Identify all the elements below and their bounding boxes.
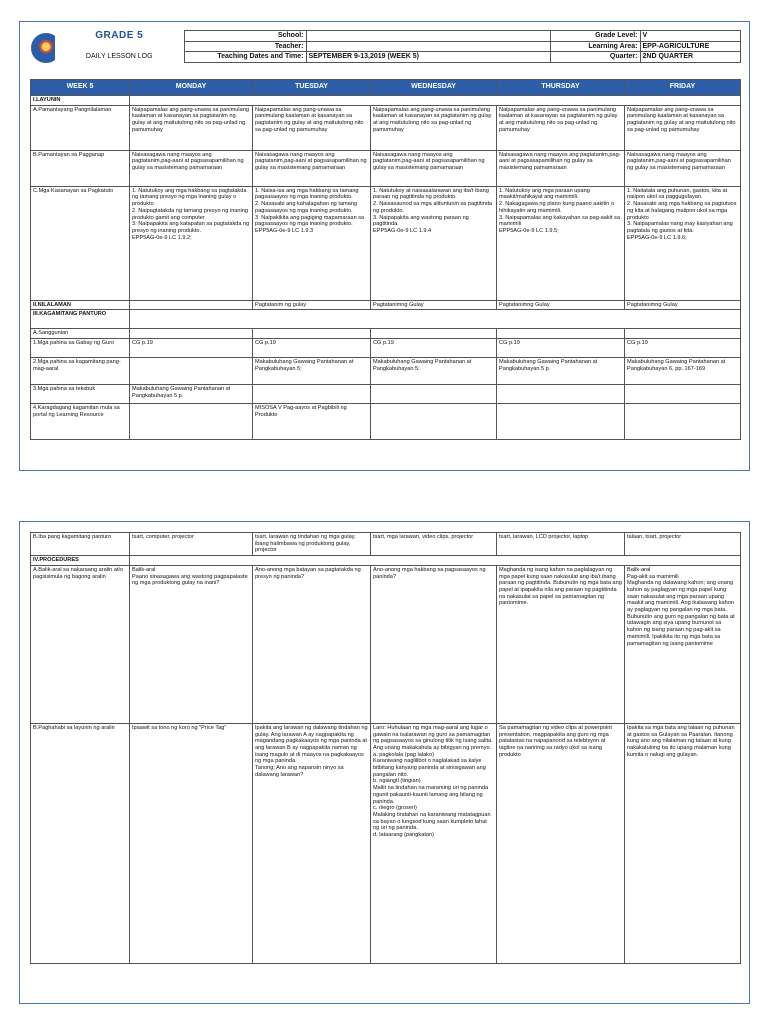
day-cell: tsart, larawan, LCD projector, laptop — [497, 533, 625, 556]
day-cell: Naipapamalas ang pang-unawa sa panimulang kaalaman at kasanayan sa pagtatanim ng gulay at ang maitutulong nito sa pag-unlad ng pamumuhay — [130, 105, 253, 150]
day-cell: 1. Natutukoy at naisasalarawan ang iba't ibang paraan ng pagtitinda ng produkto. 2. Naisasaunod sa mga alituntunin sa pagtitinda ng produkto. 3. Naipapakita ang wastong paraan ng pagtitinda. EPP5AG-0e-9 LC 1.9.4 — [371, 186, 497, 300]
day-cell — [625, 385, 741, 404]
day-cell: Naipapamalas ang pang-unawa sa panimulang kaalaman at kasanayan sa pagtatanim ng gulay at ang maitutulong nito sa pag-unlad ng pamumuhay — [497, 105, 625, 150]
row-label: 4.Karagdagang kagamitan mula sa portal ng Learning Resource — [31, 404, 130, 440]
day-cell: Naisasagawa nang maayos ang pagtatanim,pag-aani at pagsasapamilihan ng gulay sa masistemang pamamaraan — [130, 150, 253, 186]
row-label: III.KAGAMITANG PANTURO — [31, 310, 130, 329]
day-cell: Pagtatanim ng gulay — [253, 300, 371, 310]
page-1 — [19, 21, 750, 471]
lesson-row — [31, 565, 741, 723]
lesson-row — [31, 186, 741, 300]
row-label: II.NILALAMAN — [31, 300, 130, 310]
column-header-monday: MONDAY — [130, 80, 253, 96]
column-header-wednesday: WEDNESDAY — [371, 80, 497, 96]
quarter-label: Quarter: — [550, 52, 640, 63]
day-cell — [497, 404, 625, 440]
row-label: B.Paghahabi sa layunin ng aralin — [31, 723, 130, 963]
lesson-row — [31, 300, 741, 310]
day-cell — [625, 329, 741, 339]
row-label: IV.PROCEDURES — [31, 556, 130, 566]
grade-level-label: Grade Level: — [550, 31, 640, 42]
day-cell: tsart, computer, projector — [130, 533, 253, 556]
day-cell — [625, 404, 741, 440]
row-label: 3.Mga pahina sa teksbuk — [31, 385, 130, 404]
quarter-value: 2ND QUARTER — [640, 52, 740, 63]
row-label: A.Balik-aral sa nakaraang aralin at/o pagsisimula ng bagong aralin — [31, 565, 130, 723]
lesson-row — [31, 329, 741, 339]
row-label: C.Mga Kasanayan sa Pagkatuto — [31, 186, 130, 300]
day-cell: tsart, larawan ng tindahan ng mga gulay, ibang halimbawa ng produktong gulay, projector — [253, 533, 371, 556]
day-cell: Pagtatanimng Gulay — [371, 300, 497, 310]
day-cell: Makabuluhang Gawaing Pantahanan at Pangkabuhayan 6, pp. 167-169 — [625, 358, 741, 385]
day-cell — [130, 358, 253, 385]
day-cell — [497, 385, 625, 404]
day-cell: CG p.19 — [253, 339, 371, 358]
lesson-row — [31, 723, 741, 963]
grade-level-value: V — [640, 31, 740, 42]
day-cell: Naisasagawa nang maayos ang pagtatanim,pag-aani at pagsasapamilihan ng gulay sa masistemang pamamaraan — [371, 150, 497, 186]
day-cell — [130, 404, 253, 440]
deped-seal-icon — [31, 33, 55, 63]
day-cell: tsart, mga larawan, video clips, projector — [371, 533, 497, 556]
day-cell: Sa pamamagitan ng video clips at powerpoint presentation, magpapakita ang guro ng mga patalastas na napapanood sa telebisyon at tagline na naririnig sa radyo ukol sa isang produkto — [497, 723, 625, 963]
row-label: 1.Mga pahina sa Gabay ng Guro — [31, 339, 130, 358]
school-value — [306, 31, 550, 42]
day-cell: Laro: Huhulaan ng mga mag-aaral ang lugar o gawain na isalarawan ng guro sa pamamagitan ng pagsasaayos sa ginulong titik ng isang salita. Ang unang makakahula ay bibigyan ng premyo. a. pagkolala (pag lalako) Karaniwang naglilibot o naglalakad sa kalye bitbitang kanyang paninda at sinisigawan ang pangalan nito. b. ngiangti (tingian) Maliit na tindahan na maraming uri ng paninda ngunit pakaunti-kaunti lamang ang bilang ng paninda. c. riiegro (groseri) Malaking tindahan na karaniwang matatagpuan sa bayan o lungsod kung saan kumpleto lahat ng uri ng paninda. d. lataarang (pangkatan) — [371, 723, 497, 963]
day-cell: Naisasagawa nang maayos ang pagtatanim,pag-aani at pagsasapamilihan ng gulay sa masistemang pamamaraan — [253, 150, 371, 186]
lesson-row — [31, 339, 741, 358]
day-cell — [371, 329, 497, 339]
lesson-row — [31, 150, 741, 186]
day-cell — [130, 300, 253, 310]
column-header-thursday: THURSDAY — [497, 80, 625, 96]
day-cell: Naipapamalas ang pang-unawa sa panimulang kaalaman at kasanayan sa pagtatanim ng gulay at ang maitutulong nito sa pag-unlad ng pamumuhay — [625, 105, 741, 150]
day-cell: Ano-anong mga hakbang sa pagsasaayos ng paninda? — [371, 565, 497, 723]
day-cell — [371, 404, 497, 440]
day-cell: 1. Naitatala ang puhunan, gastos, kita at naiipon ukol sa paggugulayan. 2. Nasasabi ang mga hakbang sa pagtutuos ng kita at halagang maiipon ukol sa mga produkto 3. Naipapamalas nang may kasiyahan ang pagtatala ng gastos at kita. EPP5AG-0e-9 LC 1.9.6; — [625, 186, 741, 300]
day-cell: 1. Natutukoy ang mga hakbang sa pagtatakda ng tamang presyo ng mga inaning gulay o produkto 2. Naipagtatakda ng tamang presyo ng inaning produkto gamit ang computer 3. Naipapakita ang katapatan sa pagtatakda ng presyo ng inaning produkto. EPP5AG-0e-9 LC 1.9.2; — [130, 186, 253, 300]
dates-value: SEPTEMBER 9-13,2019 (WEEK 5) — [306, 52, 550, 63]
day-cell: MISOSA V Pag-aayos at Pagbibili ng Produkto — [253, 404, 371, 440]
day-cell: Makabuluhang Gawaing Pantahanan at Pangkabuhayan 5; — [371, 358, 497, 385]
lesson-row — [31, 385, 741, 404]
day-cell — [253, 385, 371, 404]
day-cell — [130, 329, 253, 339]
row-label: 2.Mga pahina sa kagamitang pang-mag-aaral — [31, 358, 130, 385]
learning-area-label: Learning Area: — [550, 41, 640, 52]
day-cell: Ano-anong mga batayan sa pagtatakda ng presyo ng paninda? — [253, 565, 371, 723]
day-cell: Pagtatanimng Gulay — [497, 300, 625, 310]
teacher-label: Teacher: — [184, 41, 306, 52]
lesson-row — [31, 556, 741, 566]
lesson-row — [31, 310, 741, 329]
day-cell: Makabuluhang Gawaing Pantahanan at Pangkabuhayan 5; — [253, 358, 371, 385]
lesson-row — [31, 358, 741, 385]
day-cell — [497, 329, 625, 339]
row-span-cell — [130, 310, 741, 329]
day-cell: 1. Naisa-isa ang mga hakbang sa tamang pagsasaayos ng mga inaning produkto. 2. Nasasabi ang kahalagahan ng tamang pagsasaayos ng mga inaning produkto. 3. Naipakikita ang pagiging mapamaraan sa pagsasaayos ng mga inaning produkto. EPP5AG-0e-9 LC 1.9.3 — [253, 186, 371, 300]
row-span-cell — [130, 96, 741, 106]
row-span-cell — [130, 556, 741, 566]
day-cell: Maghanda ng isang kahon na paglalagyan ng mga papel kung saan nakasulat ang iba't ibang paraan ng pagtitinda. Bubunutin ng mga bata ang papel at ipapakita nila ang paraan ng pagtitinda na nakasulat sa papel sa pamamagitan ng pantomime. — [497, 565, 625, 723]
day-cell: Pagtatanimng Gulay — [625, 300, 741, 310]
dates-label: Teaching Dates and Time: — [184, 52, 306, 63]
header-table — [30, 30, 741, 63]
day-cell: Naisasagawa nang maayos ang pagtatanim,pag-aani at pagsasapamilihan ng gulay sa masistemang pamamaraan — [625, 150, 741, 186]
day-cell: CG p.19 — [130, 339, 253, 358]
day-cell: Ipakita sa mga bata ang talaan ng puhunan at gastos sa Gulayan sa Paaralan. Itanong kung ano ang nilalaman ng talaan at kung nakakatulong ba ito upang malaman kung kumita o nalugi ang gulayan. — [625, 723, 741, 963]
page-2 — [19, 521, 750, 1004]
day-cell — [253, 329, 371, 339]
day-cell: CG p.19 — [497, 339, 625, 358]
column-header-tuesday: TUESDAY — [253, 80, 371, 96]
lesson-row — [31, 105, 741, 150]
learning-area-value: EPP-AGRICULTURE — [640, 41, 740, 52]
lesson-row — [31, 96, 741, 106]
row-label: A.Pamantayang Pangnilalaman — [31, 105, 130, 150]
document-title: DAILY LESSON LOG — [85, 52, 153, 60]
day-cell: Ipaawit sa tono ng koro ng "Price Tag" — [130, 723, 253, 963]
day-cell: talaan, tsart, projector — [625, 533, 741, 556]
lesson-row — [31, 533, 741, 556]
row-label: B.Pamantayan sa Pagganap — [31, 150, 130, 186]
day-cell: Makabuluhang Gawaing Pantahanan at Pangkabuhayan 5 p. — [130, 385, 253, 404]
day-cell: Balik-aral Pag-akit sa mamimili Maghanda ng dalawang kahon; ang unang kahon ay paglagyan ng mga papel kung saan nakasulat ang mga paraan upang maakit ang mamimili. Ang ikalawang kahon ay paglagyan ng pangalan ng mga bata. Bubunutin ang guro ng pangalan ng bata at tatawagin ang siya upang bumunot sa kahon ng isang paraan ng pag-akit sa mamimili. Ipakikita ito ng mga bata sa pamamagitan ng isang pantomime — [625, 565, 741, 723]
day-cell — [371, 385, 497, 404]
teacher-value — [306, 41, 550, 52]
day-cell: CG p.19 — [371, 339, 497, 358]
day-cell: CG p.19 — [625, 339, 741, 358]
day-cell: Naipapamalas ang pang-unawa sa panimulang kaalaman at kasanayan sa pagtatanim ng gulay at ang maitutulong nito sa pag-unlad ng pamumuhay — [371, 105, 497, 150]
day-cell: Balik-aral Paano sinasagawa ang wastong pagpapalaste ng mga produktong gulay na inani? — [130, 565, 253, 723]
column-header-friday: FRIDAY — [625, 80, 741, 96]
day-cell: Makabuluhang Gawaing Pantahanan at Pangkabuhayan 5 p. — [497, 358, 625, 385]
column-header-week: WEEK 5 — [31, 80, 130, 96]
lesson-table-2 — [30, 532, 741, 964]
row-label: A.Sanggunian — [31, 329, 130, 339]
grade-title: GRADE 5 — [95, 30, 144, 41]
day-cell: Naisasagawa nang maayos ang pagtatanim,pag-aani at pagsasapamilihan ng gulay sa masistemang pamamaraan — [497, 150, 625, 186]
day-cell: Naipapamalas ang pang-unawa sa panimulang kaalaman at kasanayan sa pagtatanim ng gulay at ang maitutulong nito sa pag-unlad ng pamumuhay — [253, 105, 371, 150]
row-label: I.LAYUNIN — [31, 96, 130, 106]
school-label: School: — [184, 31, 306, 42]
row-label: B.Iba pang kagamitang panturo — [31, 533, 130, 556]
day-cell: Ipakita ang larawan ng dalawang tindahan ng gulay. Ang larawan A ay nagpapakita ng magandang pagkakaayos ng mga paninda at ang larawan B ay nagpapakita naman ng isang magulo at di maayos na pagkakaayos ng mga paninda. Tanong: Ano ang napansin ninyo sa dalawang larawan? — [253, 723, 371, 963]
lesson-table-1 — [30, 79, 741, 440]
lesson-row — [31, 404, 741, 440]
day-cell: 1. Natutukoy ang mga paraan upang maakit/mahikayat ang mamimili. 2. Nakagagawa ng plano kung paano aakitin o hihikayatin ang mamimili. 3. Naipapamalas ang kakayahan sa pag-aakit sa mamimili EPP5AG-0e-9 LC 1.9.5; — [497, 186, 625, 300]
